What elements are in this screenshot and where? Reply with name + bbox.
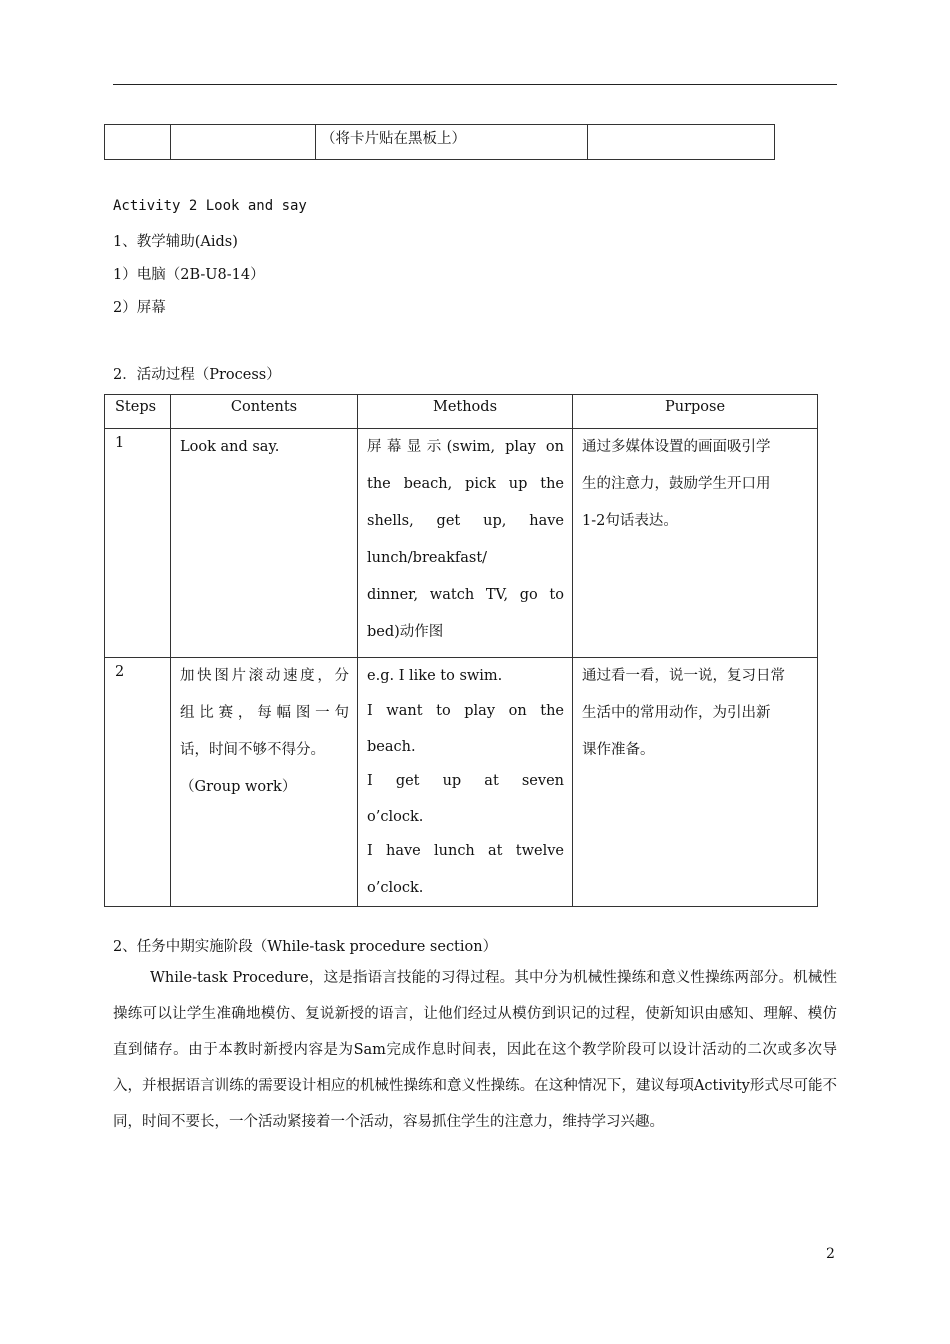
purpose-line: 通过多媒体设置的画面吸引学 bbox=[582, 439, 771, 455]
methods-line: dinner, watch TV, go to bbox=[367, 587, 564, 603]
aids-heading: 1、教学辅助(Aids) bbox=[113, 234, 238, 250]
table-header bbox=[105, 395, 171, 429]
header-purpose: Purpose bbox=[664, 399, 726, 415]
table-row bbox=[105, 429, 818, 658]
methods-line: 屏幕显示(swim, play on bbox=[367, 439, 564, 455]
contents-line: 话，时间不够不得分。 bbox=[180, 742, 325, 758]
step-cell bbox=[105, 658, 171, 907]
methods-line: bed)动作图 bbox=[367, 624, 444, 640]
methods-cell bbox=[358, 658, 573, 907]
header-contents: Contents bbox=[230, 399, 298, 415]
methods-line: lunch/breakfast/ bbox=[367, 550, 488, 566]
methods-line: the beach, pick up the bbox=[367, 476, 564, 492]
top-table bbox=[104, 124, 775, 160]
header-methods: Methods bbox=[432, 399, 498, 415]
page-number: 2 bbox=[826, 1246, 835, 1262]
contents-line: Look and say. bbox=[180, 439, 280, 455]
purpose-line: 课作准备。 bbox=[582, 742, 655, 758]
methods-line: I want to play on the bbox=[367, 703, 564, 719]
process-heading: 2．活动过程（Process） bbox=[113, 367, 281, 383]
step-number: 2 bbox=[115, 664, 125, 680]
purpose-line: 生活中的常用动作，为引出新 bbox=[582, 705, 771, 721]
methods-line: beach. bbox=[367, 739, 416, 755]
top-table-cell bbox=[105, 125, 171, 160]
contents-line: 加快图片滚动速度，分 bbox=[180, 668, 349, 684]
header-steps: Steps bbox=[115, 399, 157, 415]
top-table-cell bbox=[588, 125, 775, 160]
aid-item: 2）屏幕 bbox=[113, 300, 166, 316]
purpose-line: 生的注意力，鼓励学生开口用 bbox=[582, 476, 771, 492]
top-table-cell bbox=[171, 125, 316, 160]
methods-line: I get up at seven bbox=[367, 773, 564, 789]
activity-title: Activity 2 Look and say bbox=[113, 198, 307, 214]
step-cell bbox=[105, 429, 171, 658]
methods-line: shells, get up, have bbox=[367, 513, 564, 529]
table-header bbox=[358, 395, 573, 429]
methods-cell bbox=[358, 429, 573, 658]
methods-line: o’clock. bbox=[367, 809, 424, 825]
while-task-paragraph: While-task Procedure，这是指语言技能的习得过程。其中分为机械性操练和意义性操练两部分。机械性操练可以让学生准确地模仿、复说新授的语言，让他们经过从模仿到识记的过程，使新知识由感知、理解、模仿直到储存。由于本教时新授内容是为Sam完成作息时间表，因此在这个教学阶段可以设计活动的二次或多次导入，并根据语言训练的需要设计相应的机械性操练和意义性操练。在这种情况下，建议每项Activity形式尽可能不同，时间不要长，一个活动紧接着一个活动，容易抓住学生的注意力，维持学习兴趣。 bbox=[113, 970, 837, 1130]
step-number: 1 bbox=[115, 435, 125, 451]
table-row bbox=[105, 658, 818, 907]
table-header bbox=[573, 395, 818, 429]
aid-item: 1）电脑（2B-U8-14） bbox=[113, 267, 265, 283]
contents-cell bbox=[171, 658, 358, 907]
while-task-heading: 2、任务中期实施阶段（While-task procedure section） bbox=[113, 939, 498, 955]
purpose-line: 通过看一看，说一说，复习日常 bbox=[582, 668, 785, 684]
table-header bbox=[171, 395, 358, 429]
purpose-cell bbox=[573, 429, 818, 658]
contents-line: （Group work） bbox=[180, 779, 297, 795]
purpose-cell bbox=[573, 658, 818, 907]
purpose-line: 1-2句话表达。 bbox=[582, 513, 678, 529]
top-table-cell bbox=[316, 125, 588, 160]
process-table bbox=[104, 394, 818, 907]
top-table-note: （将卡片贴在黑板上） bbox=[321, 131, 466, 147]
methods-line: o’clock. bbox=[367, 880, 424, 896]
methods-line: e.g. I like to swim. bbox=[367, 668, 503, 684]
methods-line: I have lunch at twelve bbox=[367, 843, 564, 859]
contents-line: 组比赛，每幅图一句 bbox=[180, 705, 349, 721]
contents-cell bbox=[171, 429, 358, 658]
header-rule bbox=[113, 84, 837, 85]
